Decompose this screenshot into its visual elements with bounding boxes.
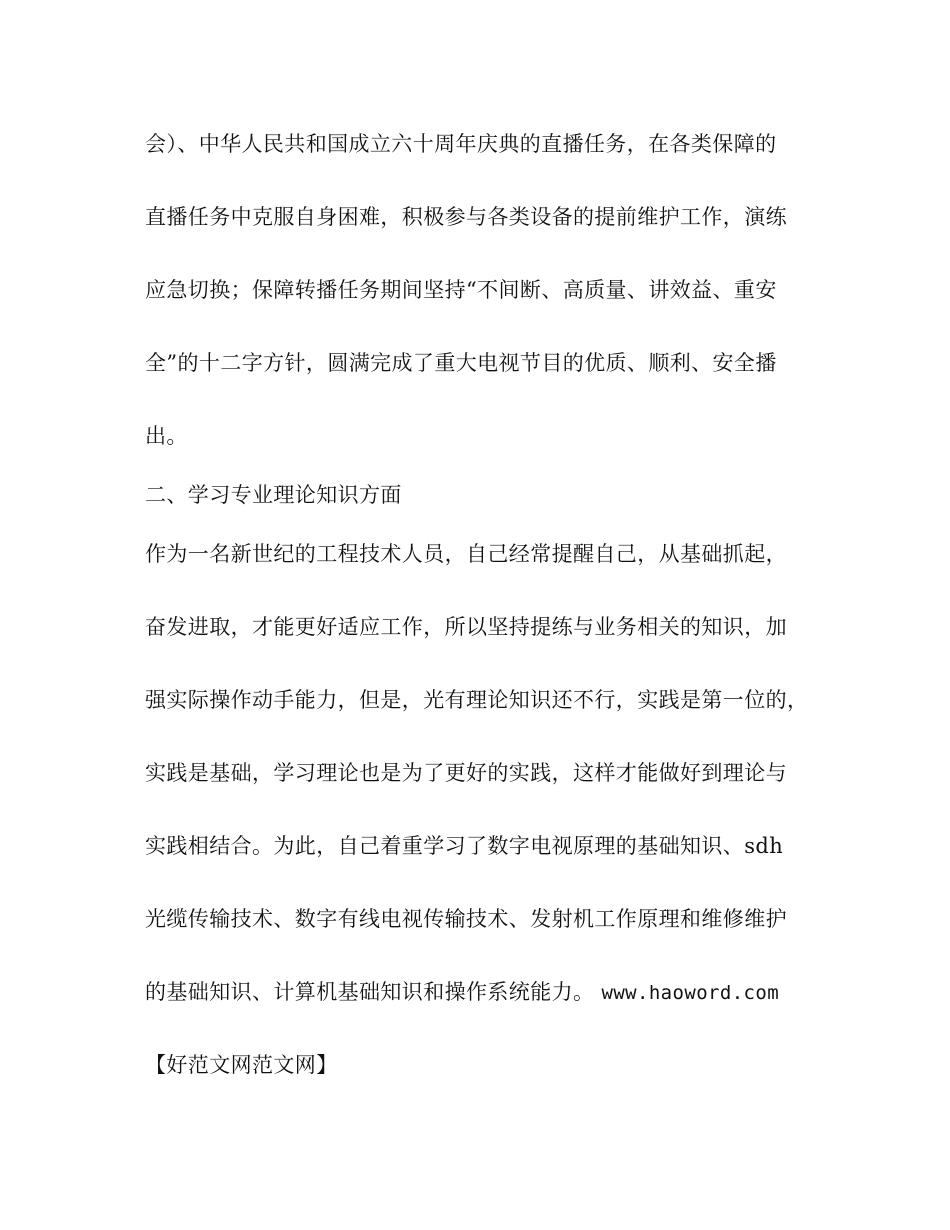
website-url: www.haoword.com (601, 982, 780, 1004)
paragraph-line: 作为一名新世纪的工程技术人员，自己经常提醒自己，从基础抓起， (145, 542, 787, 566)
paragraph-line: 出。 (145, 424, 188, 448)
paragraph-line: 光缆传输技术、数字有线电视传输技术、发射机工作原理和维修维护 (145, 907, 787, 931)
paragraph-line: 实践是基础，学习理论也是为了更好的实践，这样才能做好到理论与 (145, 761, 787, 785)
paragraph-line: 直播任务中克服自身困难，积极参与各类设备的提前维护工作，演练 (145, 205, 787, 229)
paragraph-line: 实践相结合。为此，自己着重学习了数字电视原理的基础知识、sdh (145, 834, 784, 858)
paragraph-line: 会）、中华人民共和国成立六十周年庆典的直播任务，在各类保障的 (145, 132, 777, 156)
paragraph-line: 全”的十二字方针，圆满完成了重大电视节目的优质、顺利、安全播 (145, 351, 777, 375)
section-heading: 二、学习专业理论知识方面 (145, 483, 402, 507)
last-line-text: 的基础知识、计算机基础知识和操作系统能力。 (145, 980, 595, 1004)
paragraph-line: 应急切换；保障转播任务期间坚持“不间断、高质量、讲效益、重安 (145, 278, 777, 302)
paragraph-line (145, 978, 779, 1007)
source-tag: 【好范文网范文网】 (145, 1053, 338, 1077)
paragraph-line: 奋发进取，才能更好适应工作，所以坚持提练与业务相关的知识，加 (145, 615, 787, 639)
paragraph-line: 强实际操作动手能力，但是，光有理论知识还不行，实践是第一位的， (145, 688, 809, 712)
